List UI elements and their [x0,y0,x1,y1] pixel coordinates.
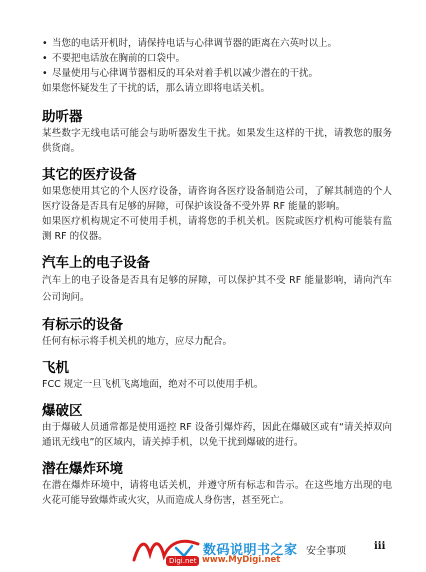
section-heading: 其它的医疗设备 [42,167,137,183]
pacemaker-bullet-list [42,36,392,81]
bullet-item: • 当您的电话开机时，请保持电话与心律调节器的距离在六英吋以上。 [42,36,392,51]
section-heading: 爆破区 [42,403,83,419]
logo-brand-name: 数码说明书之家 [203,543,298,558]
section-other-medical-devices [42,166,392,244]
page-number: iii [374,541,386,552]
section-paragraph: FCC 规定一旦飞机飞离地面，绝对不可以使用手机。 [42,379,264,390]
section-heading: 有标示的设备 [42,317,123,333]
section-paragraph: 在潜在爆炸环境中，请将电话关机，并遵守所有标志和告示。在这些地方出现的电火花可能导致爆炸或火灾，从而造成人身伤害，甚至死亡。 [42,480,392,506]
section-paragraph: 汽车上的电子设备是否具有足够的屏障，可以保护其不受 RF 能量影响，请向汽车公司询问。 [42,275,392,303]
section-heading: 助听器 [42,109,83,125]
section-heading: 潜在爆炸环境 [42,461,123,477]
intro-closing-text: 如果您怀疑发生了干扰的话，那么请立即将电话关机。 [42,83,271,94]
logo-badge: Digi.net [166,556,199,566]
section-blasting-areas [42,402,392,450]
section-paragraph: 任何有标示将手机关机的地方，应尽力配合。 [42,336,233,347]
section-paragraph: 由于爆破人员通常都是使用遥控 RF 设备引爆炸药，因此在爆破区或有“请关掉双向通讯无线电”的区域内，请关掉手机，以免干扰到爆破的进行。 [42,422,392,448]
section-heading: 汽车上的电子设备 [42,255,150,271]
footer-section-label: 安全事项 [306,546,346,557]
page-footer [0,530,426,571]
bullet-item: • 尽量使用与心律调节器相反的耳朵对着手机以减少潜在的干扰。 [42,66,392,81]
section-aircraft [42,359,392,392]
section-posted-facilities [42,316,392,349]
document-body [42,36,392,508]
section-hearing-aids [42,108,392,156]
logo-brand-url: www.MyDigi.net [202,555,281,565]
section-heading: 飞机 [42,360,69,376]
mydigi-logo [130,534,300,570]
section-paragraph: 如果医疗机构规定不可使用手机，请将您的手机关机。医院或医疗机构可能装有监测 RF 的仪器。 [42,216,392,242]
section-paragraph: 如果您使用其它的个人医疗设备，请咨询各医疗设备制造公司，了解其制造的个人医疗设备是否具有足够的屏障，可保护该设备不受外界 RF 能量的影响。 [42,186,392,212]
bullet-item: • 不要把电话放在胸前的口袋中。 [42,51,392,66]
section-explosive-atmospheres [42,460,392,508]
section-vehicle-electronics [42,254,392,306]
section-paragraph: 某些数字无线电话可能会与助听器发生干扰。如果发生这样的干扰，请教您的服务供货商。 [42,128,392,154]
